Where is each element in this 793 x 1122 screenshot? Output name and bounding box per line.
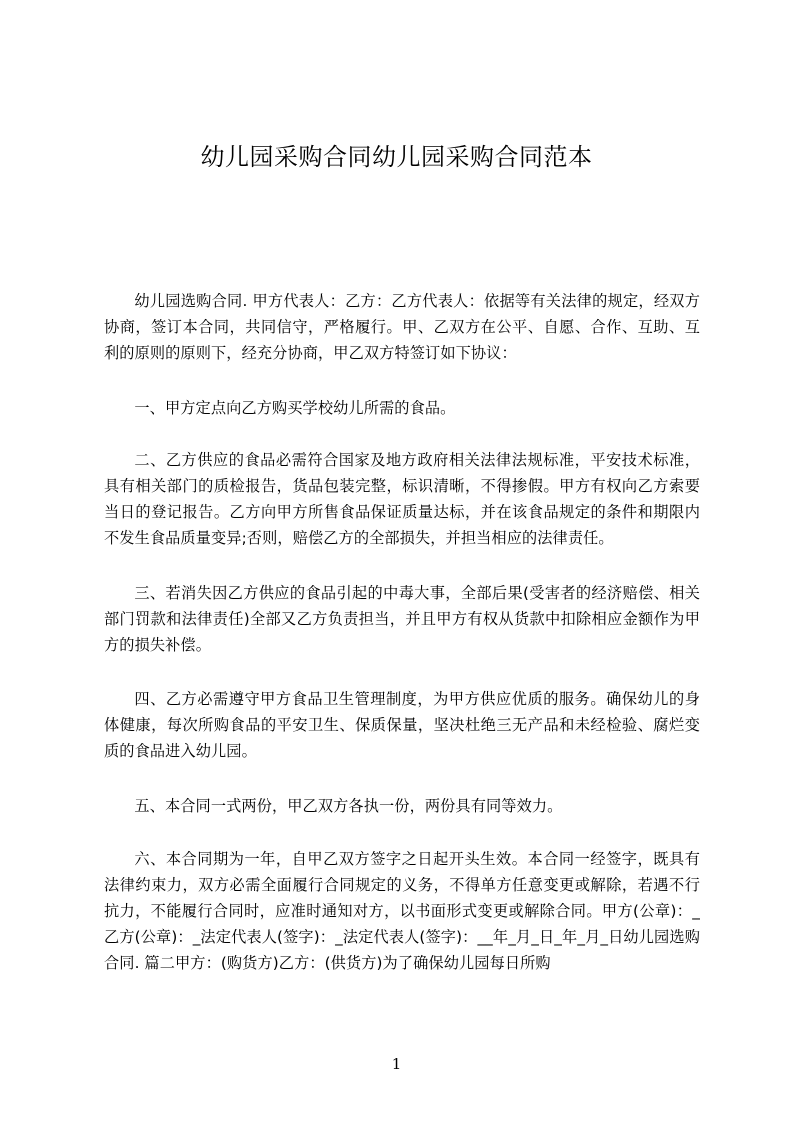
paragraph-clause-5: 五、本合同一式两份，甲乙双方各执一份，两份具有同等效力。 [134, 797, 563, 815]
paragraph-intro: 幼儿园选购合同. 甲方代表人：乙方：乙方代表人：依据等有关法律的规定，经双方协商，签订本合同，共同信守，严格履行。甲、乙双方在公平、自愿、合作、互助、互利的原则的原则下，经充分协商，甲乙双方特签订如下协议： [104, 292, 700, 362]
paragraph-clause-3: 三、若消失因乙方供应的食品引起的中毒大事，全部后果(受害者的经济赔偿、相关部门罚款和法律责任)全部又乙方负责担当，并且甲方有权从货款中扣除相应金额作为甲方的损失补偿。 [104, 584, 700, 654]
document-title: 幼儿园采购合同幼儿园采购合同范本 [200, 143, 593, 171]
paragraph-clause-1: 一、甲方定点向乙方购买学校幼儿所需的食品。 [134, 399, 456, 417]
page-number: 1 [391, 1055, 402, 1073]
paragraph-clause-2: 二、乙方供应的食品必需符合国家及地方政府相关法律法规标准，平安技术标准，具有相关部门的质检报告，货品包装完整，标识清晰，不得掺假。甲方有权向乙方索要当日的登记报告。乙方向甲方所售食品保证质量达标，并在该食品规定的条件和期限内不发生食品质量变异;否则，赔偿乙方的全部损失，并担当相应的法律责任。 [104, 451, 700, 547]
paragraph-clause-4: 四、乙方必需遵守甲方食品卫生管理制度，为甲方供应优质的服务。确保幼儿的身体健康，每次所购食品的平安卫生、保质保量，坚决杜绝三无产品和未经检验、腐烂变质的食品进入幼儿园。 [104, 690, 700, 760]
paragraph-clause-6: 六、本合同期为一年，自甲乙双方签字之日起开头生效。本合同一经签字，既具有法律约束力，双方必需全面履行合同规定的义务，不得单方任意变更或解除，若遇不行抗力，不能履行合同时，应准时通知对方，以书面形式变更或解除合同。甲方(公章)：_乙方(公章)：_法定代表人(签字)：_法定代表人(签字)：__年_月_日_年_月_日幼儿园选购合同. 篇二甲方：(购货方)乙方：(供货方)为了确保幼儿园每日所购 [104, 850, 700, 972]
